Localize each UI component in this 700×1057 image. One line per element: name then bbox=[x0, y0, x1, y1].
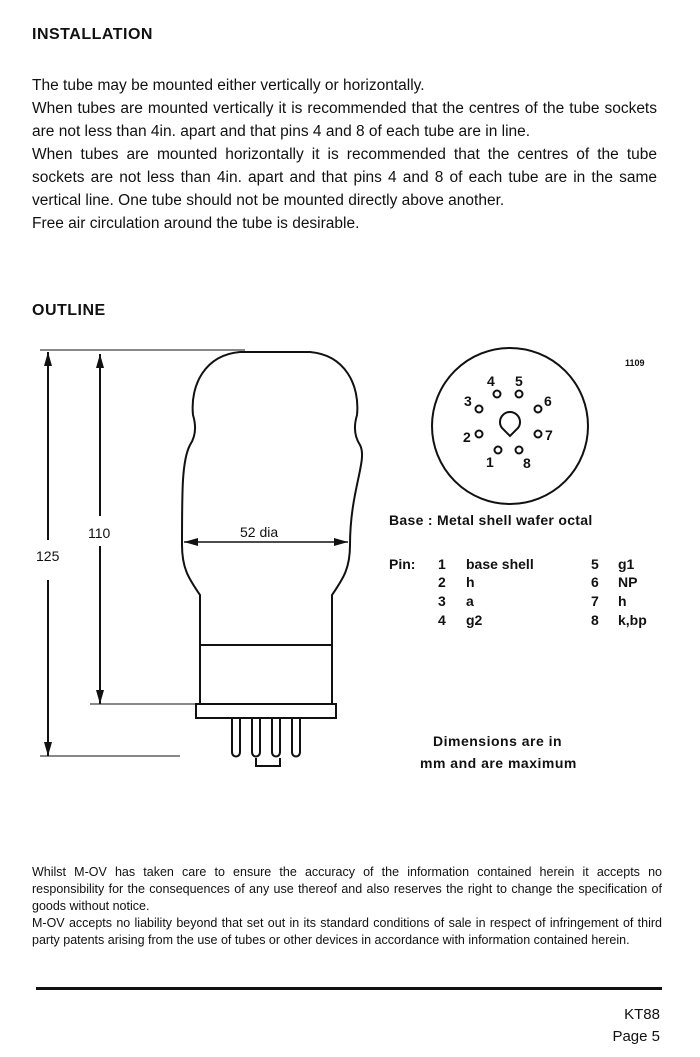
pin-row bbox=[0, 556, 700, 576]
footer-page-number: Page 5 bbox=[612, 1028, 660, 1045]
pin-number: 7 bbox=[591, 593, 599, 609]
base-pin-label: 6 bbox=[544, 393, 552, 409]
pin-number: 2 bbox=[438, 574, 446, 590]
base-pin-diagram bbox=[428, 344, 592, 508]
dimensions-note-line1: Dimensions are in bbox=[433, 733, 563, 749]
pin-header: Pin: bbox=[389, 556, 416, 572]
pin-function: base shell bbox=[466, 556, 534, 572]
pin-function: NP bbox=[618, 574, 638, 590]
pin-function: k,bp bbox=[618, 612, 647, 628]
base-pin-label: 8 bbox=[523, 455, 531, 471]
dimension-label-diameter: 52 dia bbox=[240, 524, 279, 540]
pin-row bbox=[0, 612, 700, 632]
pin-function: h bbox=[618, 593, 627, 609]
base-label: Base : Metal shell wafer octal bbox=[389, 512, 593, 528]
pin-row bbox=[0, 574, 700, 594]
base-pin-label: 5 bbox=[515, 373, 523, 389]
installation-paragraph: When tubes are mounted horizontally it is recommended that the centres of the tube sockets are not less than 4in. apart and that pins 4 and 8 of each tube are in the same vertical line. One tube should not be mounted directly above another. bbox=[32, 146, 657, 209]
footer-model: KT88 bbox=[624, 1006, 660, 1023]
figure-number: 1109 bbox=[625, 358, 645, 368]
installation-paragraph: When tubes are mounted vertically it is recommended that the centres of the tube sockets are not less than 4in. apart and that pins 4 and 8 of each tube are in line. bbox=[32, 100, 657, 140]
pin-number: 4 bbox=[438, 612, 446, 628]
pin-number: 6 bbox=[591, 574, 599, 590]
base-pin-label: 7 bbox=[545, 427, 553, 443]
pin-function: a bbox=[466, 593, 474, 609]
pin-number: 3 bbox=[438, 593, 446, 609]
base-pin-label: 4 bbox=[487, 373, 495, 389]
tube-key bbox=[256, 758, 280, 766]
dimension-label-total: 125 bbox=[36, 548, 60, 564]
pin-function: g1 bbox=[618, 556, 635, 572]
disclaimer-paragraph: M-OV accepts no liability beyond that set out in its standard conditions of sale in respect of infringement of third party patents arising from the use of tubes or other devices in accordance with information contained herein. bbox=[32, 916, 662, 947]
pin-number: 8 bbox=[591, 612, 599, 628]
pin-number: 5 bbox=[591, 556, 599, 572]
tube-wafer bbox=[196, 704, 336, 718]
base-pin-label: 1 bbox=[486, 454, 494, 470]
disclaimer-paragraph: Whilst M-OV has taken care to ensure the accuracy of the information contained herein it accepts no responsibility for the consequences of any use thereof and also reserves the right to change the specification of goods without notice. bbox=[32, 865, 662, 913]
base-pin-label: 3 bbox=[464, 393, 472, 409]
base-key bbox=[500, 412, 520, 436]
disclaimer bbox=[32, 864, 662, 949]
tube-base bbox=[200, 645, 332, 704]
dimensions-note-line2: mm and are maximum bbox=[420, 755, 577, 771]
base-pin-label: 2 bbox=[463, 429, 471, 445]
tube-pins bbox=[232, 718, 240, 757]
dimension-label-body: 110 bbox=[88, 525, 111, 541]
outline-heading: OUTLINE bbox=[32, 302, 106, 319]
pin-function: g2 bbox=[466, 612, 483, 628]
installation-paragraph: Free air circulation around the tube is desirable. bbox=[32, 215, 360, 232]
installation-heading: INSTALLATION bbox=[32, 26, 153, 43]
pin-number: 1 bbox=[438, 556, 446, 572]
installation-paragraph: The tube may be mounted either vertically or horizontally. bbox=[32, 77, 425, 94]
footer-divider bbox=[36, 987, 662, 990]
pin-row bbox=[0, 593, 700, 613]
pin-function: h bbox=[466, 574, 475, 590]
installation-text bbox=[32, 74, 657, 235]
